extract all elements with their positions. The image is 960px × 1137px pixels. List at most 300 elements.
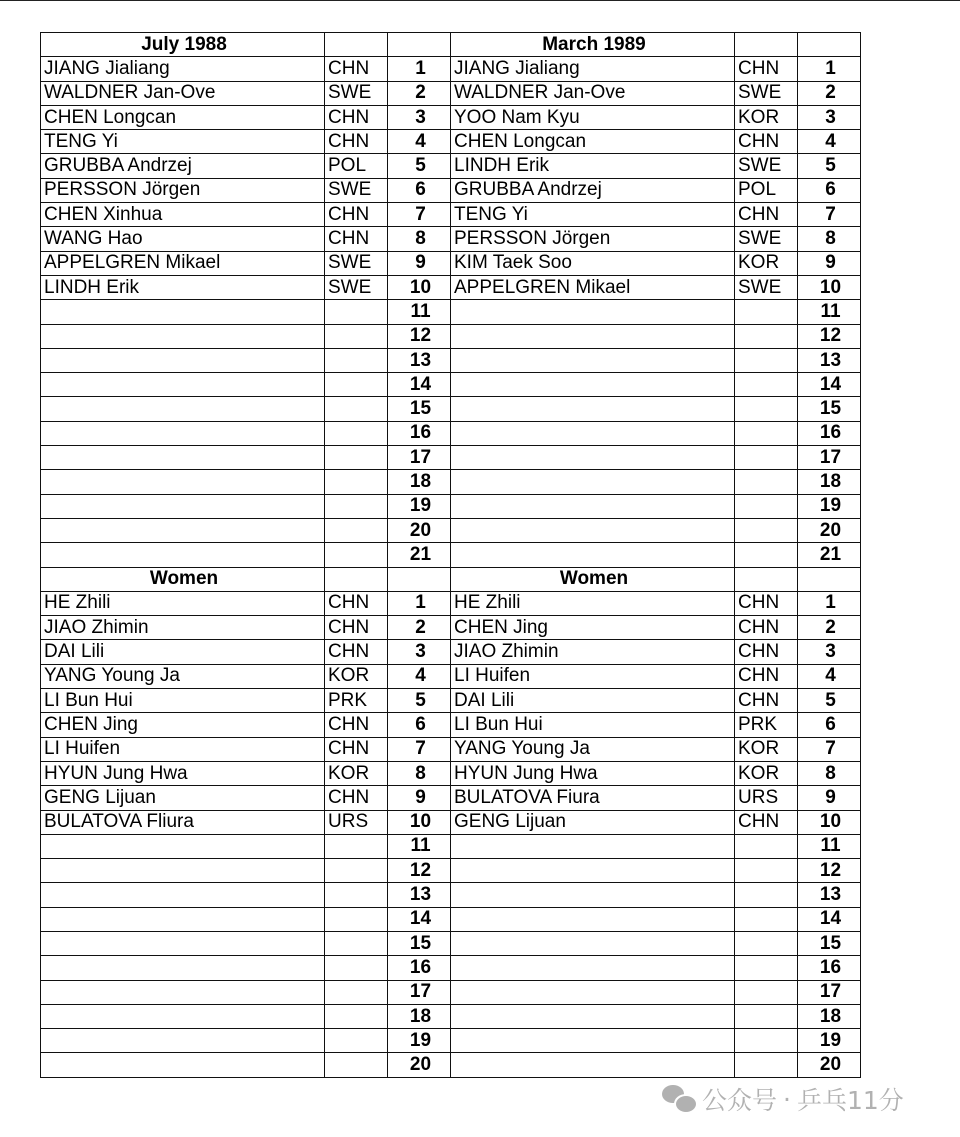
rank-number: 1 bbox=[388, 57, 451, 81]
rank-number: 14 bbox=[388, 907, 451, 931]
rank-number: 15 bbox=[388, 931, 451, 955]
player-name: BULATOVA Fliura bbox=[41, 810, 325, 834]
player-name: LINDH Erik bbox=[451, 154, 735, 178]
player-nation: CHN bbox=[735, 616, 798, 640]
player-name: APPELGREN Mikael bbox=[451, 275, 735, 299]
player-name: GENG Lijuan bbox=[41, 786, 325, 810]
player-name bbox=[451, 543, 735, 567]
rank-number: 10 bbox=[798, 275, 861, 299]
table-row bbox=[41, 664, 861, 688]
rank-number: 13 bbox=[388, 883, 451, 907]
rank-number: 7 bbox=[798, 203, 861, 227]
player-nation: SWE bbox=[735, 275, 798, 299]
table-row bbox=[41, 1053, 861, 1077]
player-nation bbox=[325, 956, 388, 980]
player-name: LI Huifen bbox=[451, 664, 735, 688]
player-name: KIM Taek Soo bbox=[451, 251, 735, 275]
table-row bbox=[41, 227, 861, 251]
player-nation: CHN bbox=[735, 689, 798, 713]
player-name bbox=[451, 859, 735, 883]
player-name: APPELGREN Mikael bbox=[41, 251, 325, 275]
table-row bbox=[41, 421, 861, 445]
rank-number: 4 bbox=[388, 130, 451, 154]
player-name bbox=[41, 1004, 325, 1028]
player-nation: POL bbox=[325, 154, 388, 178]
player-nation bbox=[735, 300, 798, 324]
header-blank bbox=[388, 567, 451, 591]
player-nation: CHN bbox=[325, 591, 388, 615]
rank-number: 6 bbox=[798, 713, 861, 737]
player-name: WALDNER Jan-Ove bbox=[451, 81, 735, 105]
rank-number: 18 bbox=[388, 1004, 451, 1028]
player-name: YANG Young Ja bbox=[41, 664, 325, 688]
rank-number: 15 bbox=[388, 397, 451, 421]
player-name bbox=[41, 494, 325, 518]
table-row bbox=[41, 786, 861, 810]
player-name bbox=[41, 931, 325, 955]
player-name: LI Huifen bbox=[41, 737, 325, 761]
header-blank bbox=[798, 33, 861, 57]
player-name: BULATOVA Fiura bbox=[451, 786, 735, 810]
player-nation: CHN bbox=[735, 664, 798, 688]
player-nation: CHN bbox=[735, 130, 798, 154]
player-name bbox=[451, 494, 735, 518]
rank-number: 17 bbox=[798, 980, 861, 1004]
player-nation: KOR bbox=[325, 761, 388, 785]
table-row bbox=[41, 737, 861, 761]
rank-number: 4 bbox=[798, 130, 861, 154]
table-row bbox=[41, 154, 861, 178]
rank-number: 18 bbox=[798, 1004, 861, 1028]
table-row bbox=[41, 761, 861, 785]
player-nation: CHN bbox=[325, 737, 388, 761]
player-nation bbox=[325, 859, 388, 883]
rank-number: 9 bbox=[388, 251, 451, 275]
header-blank bbox=[798, 567, 861, 591]
player-nation bbox=[325, 931, 388, 955]
rank-number: 3 bbox=[388, 105, 451, 129]
rank-number: 18 bbox=[798, 470, 861, 494]
player-nation: SWE bbox=[325, 81, 388, 105]
player-nation bbox=[325, 907, 388, 931]
player-nation bbox=[735, 1029, 798, 1053]
player-nation: CHN bbox=[735, 640, 798, 664]
rank-number: 5 bbox=[388, 689, 451, 713]
rank-number: 11 bbox=[798, 834, 861, 858]
player-nation bbox=[735, 859, 798, 883]
rank-number: 20 bbox=[388, 1053, 451, 1077]
player-nation: CHN bbox=[735, 591, 798, 615]
table-row bbox=[41, 130, 861, 154]
player-nation: CHN bbox=[325, 130, 388, 154]
player-name bbox=[41, 348, 325, 372]
player-name: HE Zhili bbox=[41, 591, 325, 615]
table-row bbox=[41, 300, 861, 324]
player-name bbox=[41, 883, 325, 907]
player-nation bbox=[735, 883, 798, 907]
rank-number: 21 bbox=[798, 543, 861, 567]
player-nation bbox=[325, 1029, 388, 1053]
player-name: GENG Lijuan bbox=[451, 810, 735, 834]
player-name: HYUN Jung Hwa bbox=[41, 761, 325, 785]
player-nation: SWE bbox=[735, 227, 798, 251]
player-nation: KOR bbox=[735, 737, 798, 761]
player-name bbox=[451, 324, 735, 348]
table-row bbox=[41, 81, 861, 105]
table-row bbox=[41, 1029, 861, 1053]
rank-number: 16 bbox=[388, 956, 451, 980]
player-nation: KOR bbox=[735, 251, 798, 275]
rank-number: 19 bbox=[798, 1029, 861, 1053]
player-name: LINDH Erik bbox=[41, 275, 325, 299]
player-name: JIANG Jialiang bbox=[451, 57, 735, 81]
rank-number: 1 bbox=[798, 57, 861, 81]
table-row bbox=[41, 373, 861, 397]
table-row bbox=[41, 275, 861, 299]
rank-number: 15 bbox=[798, 397, 861, 421]
rank-number: 17 bbox=[388, 980, 451, 1004]
player-nation bbox=[325, 494, 388, 518]
player-name bbox=[451, 1029, 735, 1053]
table-row bbox=[41, 446, 861, 470]
rank-number: 4 bbox=[798, 664, 861, 688]
rank-number: 2 bbox=[388, 616, 451, 640]
player-name bbox=[451, 446, 735, 470]
rank-number: 3 bbox=[388, 640, 451, 664]
player-name: DAI Lili bbox=[41, 640, 325, 664]
player-nation bbox=[325, 883, 388, 907]
player-name: CHEN Jing bbox=[451, 616, 735, 640]
player-name bbox=[41, 543, 325, 567]
player-nation bbox=[325, 834, 388, 858]
player-nation: PRK bbox=[735, 713, 798, 737]
wechat-icon bbox=[662, 1085, 696, 1113]
rank-number: 9 bbox=[388, 786, 451, 810]
rank-number: 6 bbox=[388, 178, 451, 202]
player-name bbox=[451, 883, 735, 907]
player-name bbox=[41, 1053, 325, 1077]
rank-number: 20 bbox=[388, 518, 451, 542]
player-nation: POL bbox=[735, 178, 798, 202]
player-nation bbox=[735, 931, 798, 955]
header-blank bbox=[735, 567, 798, 591]
player-name bbox=[451, 348, 735, 372]
player-nation: CHN bbox=[325, 616, 388, 640]
player-name bbox=[451, 1004, 735, 1028]
rank-number: 20 bbox=[798, 1053, 861, 1077]
rank-number: 12 bbox=[798, 859, 861, 883]
table-row bbox=[41, 518, 861, 542]
player-nation bbox=[325, 446, 388, 470]
rank-number: 6 bbox=[388, 713, 451, 737]
player-name: LI Bun Hui bbox=[451, 713, 735, 737]
rank-number: 10 bbox=[388, 810, 451, 834]
watermark-account: 乒乓11分 bbox=[796, 1086, 904, 1115]
table-row bbox=[41, 980, 861, 1004]
player-nation bbox=[325, 980, 388, 1004]
rank-number: 11 bbox=[388, 834, 451, 858]
player-nation bbox=[735, 446, 798, 470]
player-name: CHEN Jing bbox=[41, 713, 325, 737]
player-name: WALDNER Jan-Ove bbox=[41, 81, 325, 105]
player-name bbox=[451, 834, 735, 858]
player-nation: CHN bbox=[325, 713, 388, 737]
header-blank bbox=[735, 33, 798, 57]
rank-number: 1 bbox=[798, 591, 861, 615]
player-name: TENG Yi bbox=[41, 130, 325, 154]
player-name bbox=[451, 956, 735, 980]
player-name bbox=[451, 518, 735, 542]
player-name: HYUN Jung Hwa bbox=[451, 761, 735, 785]
player-nation bbox=[325, 1004, 388, 1028]
rank-number: 2 bbox=[388, 81, 451, 105]
rank-number: 21 bbox=[388, 543, 451, 567]
rank-number: 8 bbox=[388, 761, 451, 785]
ranking-table bbox=[40, 32, 861, 1078]
rank-number: 7 bbox=[388, 737, 451, 761]
player-nation bbox=[735, 834, 798, 858]
player-name bbox=[41, 980, 325, 1004]
player-nation bbox=[735, 421, 798, 445]
table-row bbox=[41, 591, 861, 615]
player-name: CHEN Longcan bbox=[451, 130, 735, 154]
rank-number: 20 bbox=[798, 518, 861, 542]
player-name: WANG Hao bbox=[41, 227, 325, 251]
player-nation: URS bbox=[735, 786, 798, 810]
player-name bbox=[41, 446, 325, 470]
table-row bbox=[41, 178, 861, 202]
rank-number: 13 bbox=[798, 883, 861, 907]
player-nation bbox=[325, 421, 388, 445]
table-row bbox=[41, 834, 861, 858]
rank-number: 11 bbox=[798, 300, 861, 324]
rank-number: 4 bbox=[388, 664, 451, 688]
player-nation bbox=[735, 470, 798, 494]
rank-number: 7 bbox=[798, 737, 861, 761]
player-nation: KOR bbox=[735, 105, 798, 129]
table-row bbox=[41, 907, 861, 931]
rank-number: 13 bbox=[388, 348, 451, 372]
player-nation bbox=[325, 1053, 388, 1077]
rank-number: 11 bbox=[388, 300, 451, 324]
player-nation: CHN bbox=[325, 57, 388, 81]
watermark-label: 公众号 bbox=[702, 1086, 778, 1115]
player-nation: URS bbox=[325, 810, 388, 834]
section-title-left: July 1988 bbox=[41, 33, 325, 57]
rank-number: 19 bbox=[388, 1029, 451, 1053]
player-nation bbox=[735, 324, 798, 348]
rank-number: 8 bbox=[388, 227, 451, 251]
player-nation: CHN bbox=[325, 203, 388, 227]
player-nation: CHN bbox=[735, 203, 798, 227]
rank-number: 8 bbox=[798, 227, 861, 251]
player-name bbox=[41, 518, 325, 542]
rank-number: 16 bbox=[388, 421, 451, 445]
rank-number: 17 bbox=[798, 446, 861, 470]
player-nation bbox=[325, 543, 388, 567]
table-row bbox=[41, 470, 861, 494]
table-row bbox=[41, 616, 861, 640]
player-nation: CHN bbox=[325, 105, 388, 129]
player-nation bbox=[735, 397, 798, 421]
player-name: CHEN Xinhua bbox=[41, 203, 325, 227]
table-row bbox=[41, 810, 861, 834]
player-name bbox=[41, 834, 325, 858]
rank-number: 9 bbox=[798, 251, 861, 275]
player-name bbox=[41, 324, 325, 348]
rank-number: 7 bbox=[388, 203, 451, 227]
table-row bbox=[41, 883, 861, 907]
rank-number: 19 bbox=[798, 494, 861, 518]
section-title-right: March 1989 bbox=[451, 33, 735, 57]
player-name bbox=[451, 397, 735, 421]
player-nation: PRK bbox=[325, 689, 388, 713]
player-nation: SWE bbox=[735, 81, 798, 105]
player-nation bbox=[735, 980, 798, 1004]
rank-number: 6 bbox=[798, 178, 861, 202]
player-nation: CHN bbox=[735, 810, 798, 834]
table-row bbox=[41, 203, 861, 227]
player-nation: KOR bbox=[735, 761, 798, 785]
player-name bbox=[41, 470, 325, 494]
rank-number: 10 bbox=[388, 275, 451, 299]
player-nation: SWE bbox=[325, 178, 388, 202]
player-name bbox=[451, 980, 735, 1004]
rank-number: 18 bbox=[388, 470, 451, 494]
watermark-separator: · bbox=[783, 1084, 791, 1114]
rank-number: 12 bbox=[388, 324, 451, 348]
women-header-row bbox=[41, 567, 861, 591]
table-row bbox=[41, 931, 861, 955]
player-name bbox=[41, 907, 325, 931]
player-nation bbox=[735, 348, 798, 372]
table-row bbox=[41, 543, 861, 567]
player-name bbox=[451, 931, 735, 955]
player-name: GRUBBA Andrzej bbox=[451, 178, 735, 202]
player-name bbox=[451, 373, 735, 397]
player-nation: CHN bbox=[325, 786, 388, 810]
player-name: HE Zhili bbox=[451, 591, 735, 615]
player-nation bbox=[735, 494, 798, 518]
player-name: YOO Nam Kyu bbox=[451, 105, 735, 129]
table-row bbox=[41, 689, 861, 713]
player-name bbox=[41, 956, 325, 980]
table-row bbox=[41, 57, 861, 81]
top-rule bbox=[0, 0, 960, 1]
player-nation bbox=[735, 956, 798, 980]
player-name: LI Bun Hui bbox=[41, 689, 325, 713]
rank-number: 3 bbox=[798, 640, 861, 664]
player-nation: SWE bbox=[325, 275, 388, 299]
player-nation: CHN bbox=[735, 57, 798, 81]
player-name: PERSSON Jörgen bbox=[41, 178, 325, 202]
rank-number: 5 bbox=[388, 154, 451, 178]
table-row bbox=[41, 105, 861, 129]
player-name bbox=[451, 421, 735, 445]
rank-number: 14 bbox=[388, 373, 451, 397]
player-name bbox=[451, 300, 735, 324]
player-name bbox=[451, 1053, 735, 1077]
player-name: DAI Lili bbox=[451, 689, 735, 713]
table-row bbox=[41, 324, 861, 348]
player-name: YANG Young Ja bbox=[451, 737, 735, 761]
player-nation: SWE bbox=[325, 251, 388, 275]
rank-number: 16 bbox=[798, 956, 861, 980]
player-nation bbox=[325, 373, 388, 397]
player-nation bbox=[735, 518, 798, 542]
rank-number: 13 bbox=[798, 348, 861, 372]
player-nation bbox=[325, 324, 388, 348]
rank-number: 15 bbox=[798, 931, 861, 955]
rank-number: 3 bbox=[798, 105, 861, 129]
player-nation bbox=[735, 907, 798, 931]
player-nation bbox=[325, 300, 388, 324]
rank-number: 16 bbox=[798, 421, 861, 445]
player-name: JIAO Zhimin bbox=[41, 616, 325, 640]
player-name bbox=[451, 907, 735, 931]
player-nation bbox=[735, 373, 798, 397]
player-name: CHEN Longcan bbox=[41, 105, 325, 129]
men-header-row bbox=[41, 33, 861, 57]
player-name bbox=[41, 421, 325, 445]
player-nation bbox=[735, 1004, 798, 1028]
rank-number: 9 bbox=[798, 786, 861, 810]
rank-number: 14 bbox=[798, 907, 861, 931]
player-nation bbox=[735, 543, 798, 567]
rank-number: 8 bbox=[798, 761, 861, 785]
rank-number: 2 bbox=[798, 616, 861, 640]
player-name bbox=[41, 300, 325, 324]
player-name: TENG Yi bbox=[451, 203, 735, 227]
player-name bbox=[41, 397, 325, 421]
player-nation: KOR bbox=[325, 664, 388, 688]
rank-number: 5 bbox=[798, 689, 861, 713]
table-row bbox=[41, 348, 861, 372]
player-name bbox=[451, 470, 735, 494]
player-name bbox=[41, 373, 325, 397]
player-nation: SWE bbox=[735, 154, 798, 178]
rank-number: 5 bbox=[798, 154, 861, 178]
player-name: PERSSON Jörgen bbox=[451, 227, 735, 251]
rank-number: 1 bbox=[388, 591, 451, 615]
rank-number: 12 bbox=[388, 859, 451, 883]
header-blank bbox=[388, 33, 451, 57]
table-row bbox=[41, 397, 861, 421]
rank-number: 10 bbox=[798, 810, 861, 834]
player-nation bbox=[325, 397, 388, 421]
header-blank bbox=[325, 567, 388, 591]
table-row bbox=[41, 1004, 861, 1028]
table-row bbox=[41, 859, 861, 883]
rank-number: 14 bbox=[798, 373, 861, 397]
table-row bbox=[41, 956, 861, 980]
watermark bbox=[662, 1082, 904, 1116]
table-row bbox=[41, 494, 861, 518]
player-name: JIANG Jialiang bbox=[41, 57, 325, 81]
table-row bbox=[41, 251, 861, 275]
player-name bbox=[41, 859, 325, 883]
table-row bbox=[41, 713, 861, 737]
player-nation bbox=[325, 518, 388, 542]
player-name bbox=[41, 1029, 325, 1053]
player-nation: CHN bbox=[325, 227, 388, 251]
section-title-right: Women bbox=[451, 567, 735, 591]
player-name: JIAO Zhimin bbox=[451, 640, 735, 664]
player-nation bbox=[325, 470, 388, 494]
rank-number: 12 bbox=[798, 324, 861, 348]
player-nation bbox=[325, 348, 388, 372]
header-blank bbox=[325, 33, 388, 57]
